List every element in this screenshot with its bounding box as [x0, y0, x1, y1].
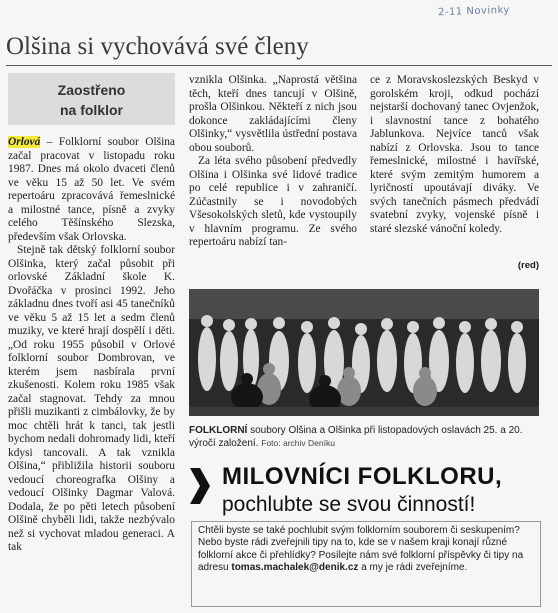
caption-text: soubory Olšina a Olšinka při listopadových oslavách 25. a 20. výročí založení.: [189, 425, 523, 449]
article-paragraph: vznikla Olšinka. „Naprostá většina těch, kteří dnes tancují v Olšině, prošla Olšinkou. Někteří z nich jsou dokonce zakládajícími členy Olšinky,“ vysvětlila ústřední postava obou souborů.: [189, 74, 357, 154]
kicker-line1: Zaostřeno: [57, 82, 126, 98]
article-column-3: [370, 74, 539, 286]
promo-body: Chtěli byste se také pochlubit svým folklorním souborem či seskupením? Nebo byste rádi zveřejnili tipy na to, kde se v našem kraji konají různé folklorní akce či přehlídky? Posílejte nám své folklorní příspěvky či tipy na adresu: [198, 525, 524, 574]
handwritten-note: 2-11 Novinky: [437, 4, 511, 19]
promo-box: [191, 521, 541, 607]
article-paragraph: Stejně tak dětský folklorní soubor Olšinka, který začal působit při orlovské Základní škole K. Dvořáčka v prosinci 1992. Jeho základnu dnes tvoří asi 45 tanečníků ve věku 5 až 15 let a sedm členů muziky, ve které hrají dospělí i děti. „Od roku 1955 působil v Orlové folklorní soubor Dombrovan, ve kterém jsem nasbírala první zkušenosti. Kolem roku 1985 však začal stagnovat. Tehdy za mnou přišli muzikanti z cimbálovky, že by moc chtěli hrát k tanci, tak jestli bychom nedali dohromady lidi, kteří kdysi tancovali. A tak vznikla Olšina,“ přibližila historii souboru vedoucí choreografka Olšiny a vedoucí Olšinky Dagmar Valová. Dodala, že po pěti letech působení Olšině chyběli lidi, takže nezbývalo než si vychovat mladou generaci. A tak: [8, 244, 175, 553]
promo-title: MILOVNÍCI FOLKLORU,: [222, 463, 503, 490]
kicker-text: [8, 80, 175, 120]
section-kicker: [8, 73, 175, 125]
ensemble-photo: [189, 289, 539, 416]
photo-credit: Foto: archiv Deníku: [261, 438, 335, 448]
caption-lead: FOLKLORNÍ: [189, 425, 248, 436]
chevron-right-icon: [188, 466, 212, 506]
article-column-1: [8, 136, 175, 612]
article-paragraph: ce z Moravskoslezských Beskyd v gorolském kroji, odkud pochází nejstarší dochovaný tanec Ovjenžok, i slavnostní tance z bohatého Jablunkova. Nejvíce tanců však nabízí z Orlovska. Jsou to tance řemeslnické, milostné i havířské, které svým zemitým humorem a lyričností upoutávají diváky. Ve svých tanečních pásmech předvádí svatební zvyky, vojenské písně i staré slezské vánoční koledy.: [370, 74, 539, 235]
promo-subtitle: pochlubte se svou činností!: [222, 493, 476, 516]
article-paragraph: [8, 136, 175, 244]
article-signature: (red): [517, 260, 539, 271]
dateline: Orlová: [8, 136, 41, 148]
ensemble-photo-illustration: [189, 289, 539, 416]
headline-rule: [6, 65, 552, 66]
promo-closing: a my je rádi zveřejníme.: [358, 562, 468, 574]
headline: Olšina si vychovává své členy: [6, 33, 309, 60]
kicker-line2: na folklor: [59, 102, 123, 118]
promo-email-link[interactable]: tomas.machalek@denik.cz: [231, 562, 359, 574]
photo-caption: [189, 424, 541, 450]
article-column-2: [189, 74, 357, 286]
paragraph-text: – Folklorní soubor Olšina začal pracovat v listopadu roku 1987. Dnes má okolo dvaceti členů ve věku 15 až 50 let. Ve svém repertoáru zpracovává řemeslnické a milostné tance, písně a zvyky celého Těšínského Slezska, především však Orlovska.: [8, 136, 175, 243]
article-paragraph: Za léta svého působení předvedly Olšina i Olšinka své lidové tradice po celé republice i v zahraničí. Zúčastnily se i novodobých Všesokolských sletů, kde vystoupily v hlavním programu. Ze svého repertoáru nabízí tan-: [189, 155, 357, 248]
